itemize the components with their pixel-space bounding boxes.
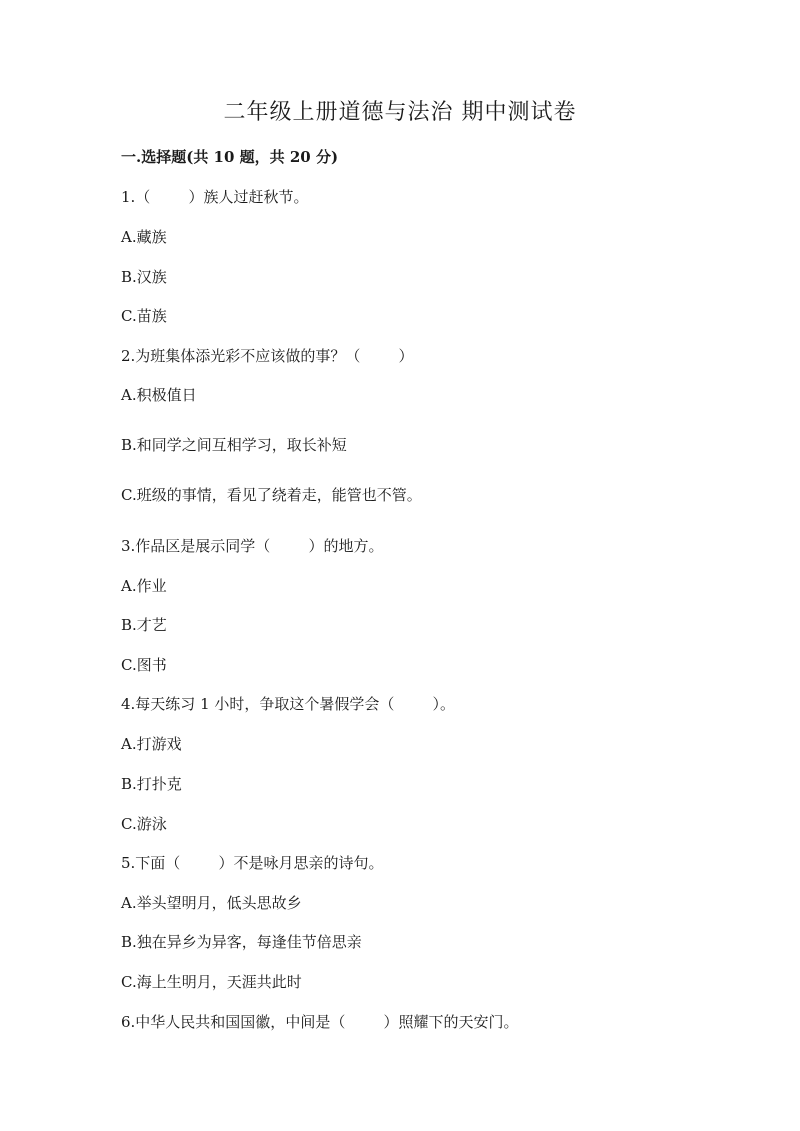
question-4-option-c: C.游泳 [121, 815, 167, 833]
question-2-option-c: C.班级的事情，看见了绕着走，能管也不管。 [121, 486, 422, 504]
question-3-stem: 3.作品区是展示同学（ ）的地方。 [121, 537, 384, 555]
question-1-stem: 1.（ ）族人过赶秋节。 [121, 188, 309, 206]
question-5-option-c: C.海上生明月，天涯共此时 [121, 973, 302, 991]
section-heading: 一.选择题(共 10 题，共 20 分) [121, 148, 339, 166]
question-5-option-a: A.举头望明月，低头思故乡 [121, 894, 302, 912]
question-3-option-b: B.才艺 [121, 616, 167, 634]
question-1-option-b: B.汉族 [121, 268, 167, 286]
page-title: 二年级上册道德与法治 期中测试卷 [223, 100, 577, 125]
question-4-option-a: A.打游戏 [121, 735, 182, 753]
question-2-option-a: A.积极值日 [121, 386, 197, 404]
question-5-option-b: B.独在异乡为异客，每逢佳节倍思亲 [121, 933, 362, 951]
question-2-stem: 2.为班集体添光彩不应该做的事？（ ） [121, 347, 414, 365]
question-1-option-c: C.苗族 [121, 307, 167, 325]
question-2-option-b: B.和同学之间互相学习，取长补短 [121, 436, 347, 454]
question-1-option-a: A.藏族 [121, 228, 167, 246]
question-4-option-b: B.打扑克 [121, 775, 182, 793]
question-3-option-a: A.作业 [121, 577, 167, 595]
question-5-stem: 5.下面（ ）不是咏月思亲的诗句。 [121, 854, 384, 872]
question-6-stem: 6.中华人民共和国国徽，中间是（ ）照耀下的天安门。 [121, 1013, 519, 1031]
question-3-option-c: C.图书 [121, 656, 167, 674]
question-4-stem: 4.每天练习 1 小时，争取这个暑假学会（ ）。 [121, 695, 456, 713]
